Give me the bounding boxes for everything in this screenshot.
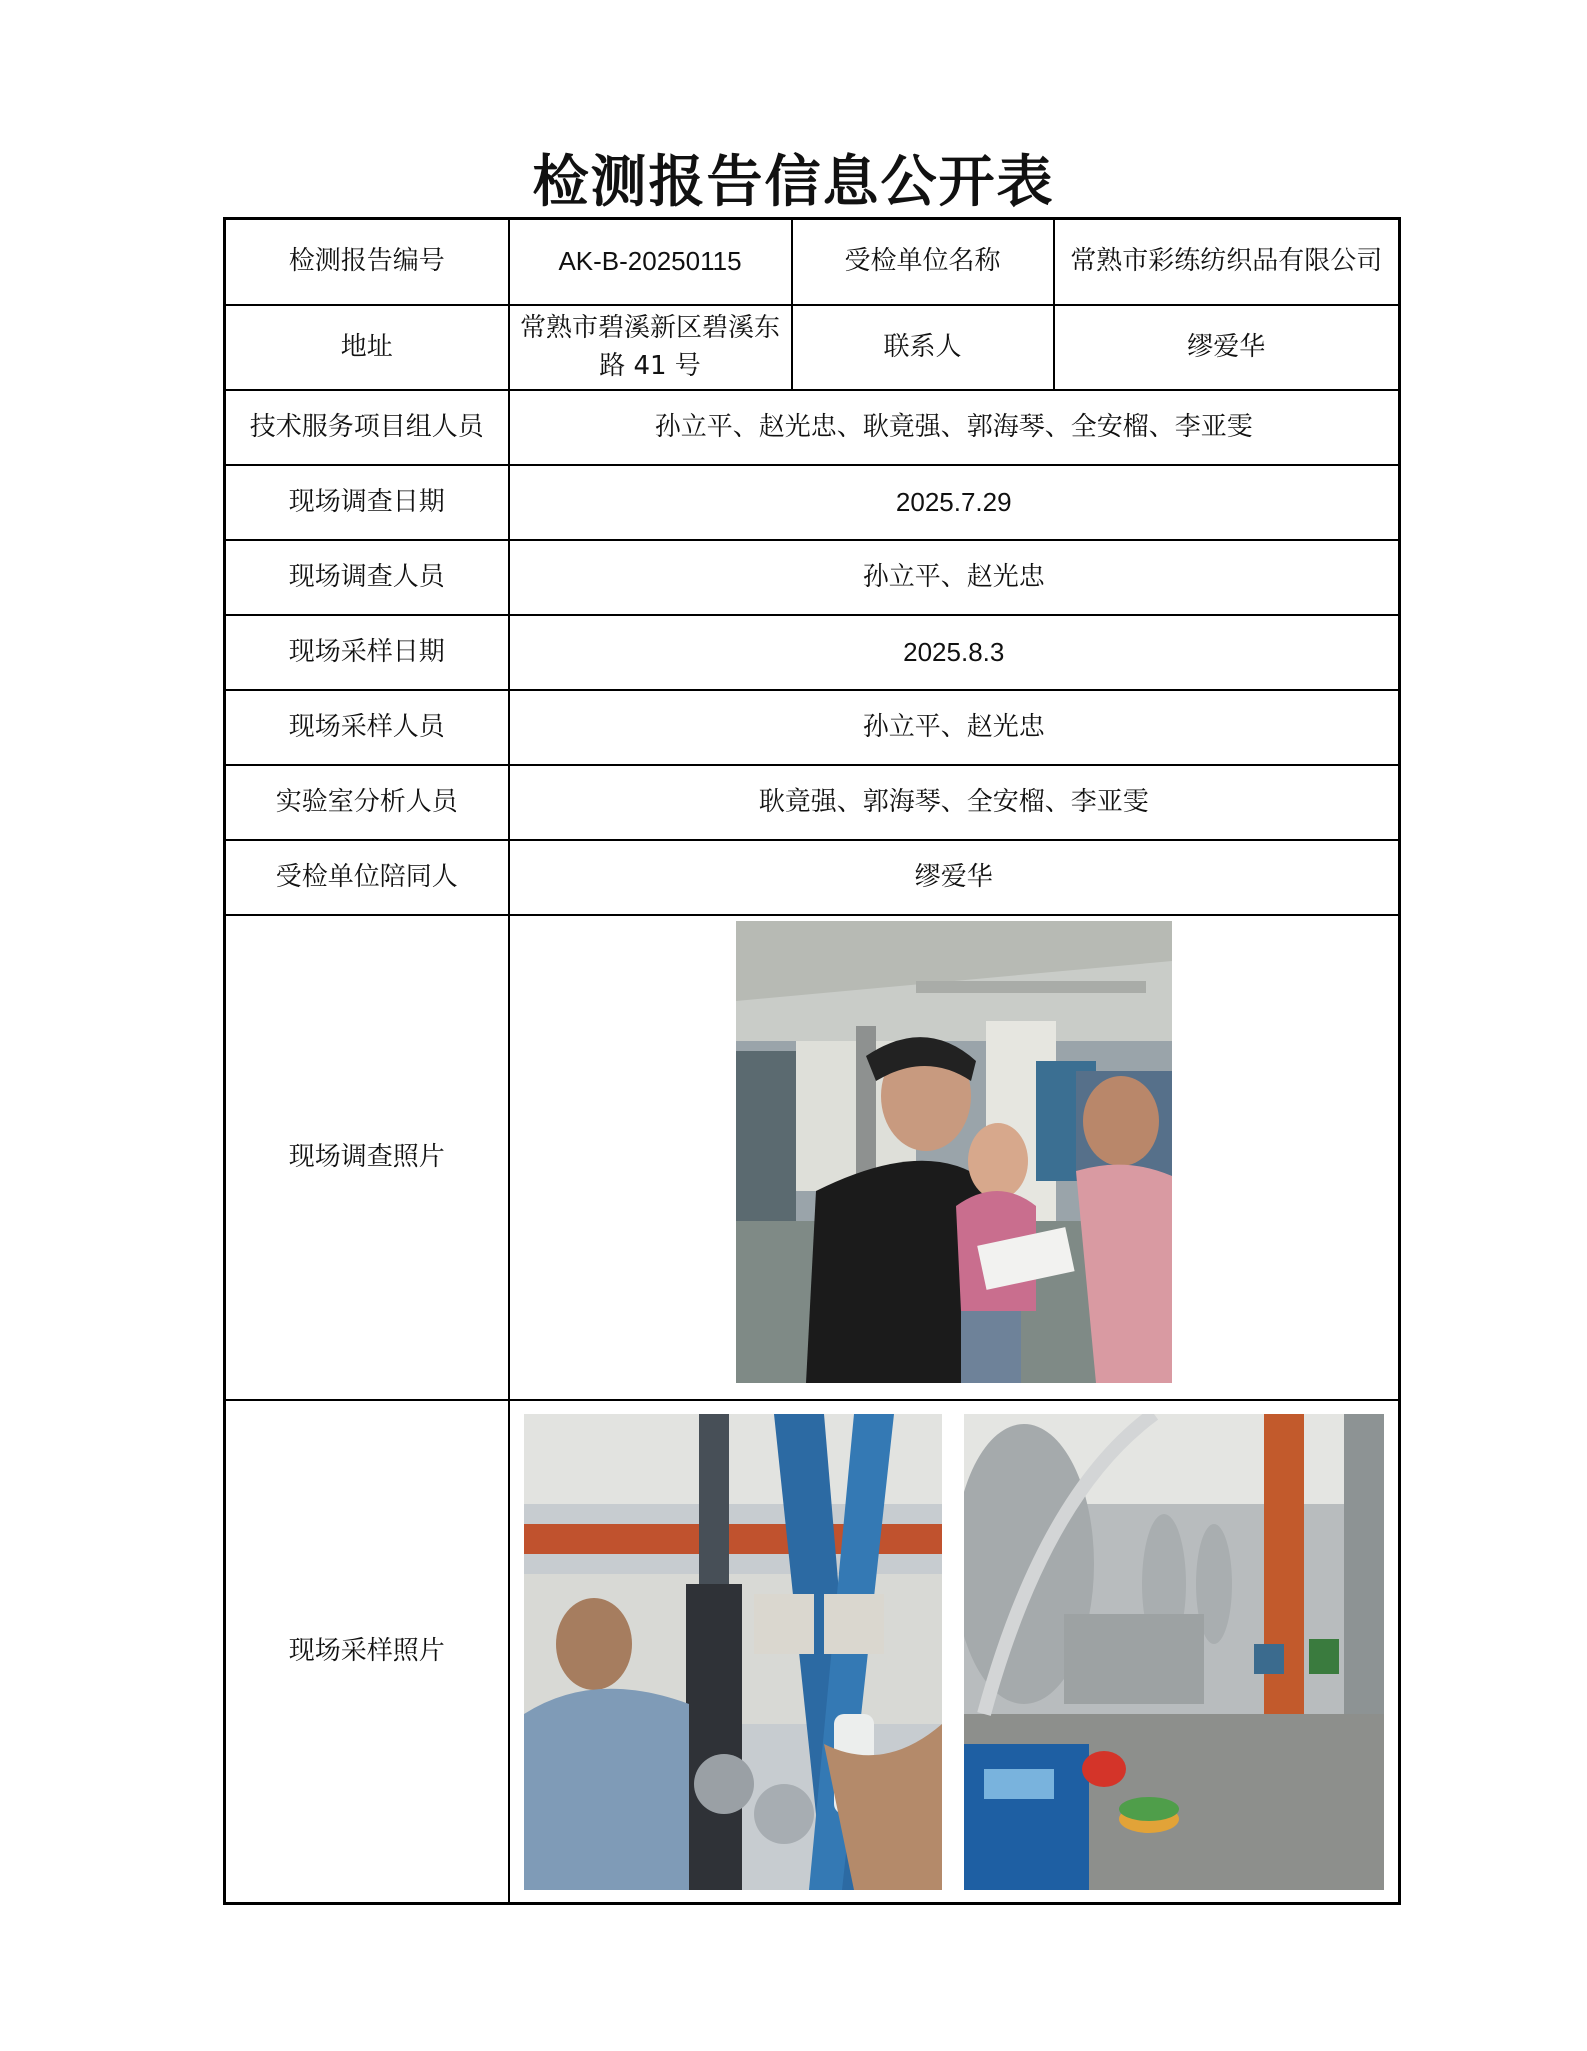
table-row — [225, 465, 1400, 540]
survey-staff-value: 孙立平、赵光忠 — [509, 540, 1400, 615]
table-row — [225, 615, 1400, 690]
survey-date-value: 2025.7.29 — [509, 465, 1400, 540]
sampling-date-label: 现场采样日期 — [225, 615, 509, 690]
sampling-staff-label: 现场采样人员 — [225, 690, 509, 765]
address-value: 常熟市碧溪新区碧溪东路 41 号 — [509, 305, 792, 390]
sampling-date-value: 2025.8.3 — [509, 615, 1400, 690]
report-no-value: AK-B-20250115 — [509, 219, 792, 306]
sampling-staff-value: 孙立平、赵光忠 — [509, 690, 1400, 765]
table-row — [225, 1400, 1400, 1904]
contact-label: 联系人 — [792, 305, 1054, 390]
table-row — [225, 840, 1400, 915]
table-row — [225, 390, 1400, 465]
sampling-photo-pair — [524, 1409, 1385, 1894]
table-row — [225, 765, 1400, 840]
contact-value: 缪爱华 — [1054, 305, 1400, 390]
team-label: 技术服务项目组人员 — [225, 390, 509, 465]
table-row — [225, 305, 1400, 390]
sampling-photo-label: 现场采样照片 — [225, 1400, 509, 1904]
unit-name-value: 常熟市彩练纺织品有限公司 — [1054, 219, 1400, 306]
escort-label: 受检单位陪同人 — [225, 840, 509, 915]
unit-name-label: 受检单位名称 — [792, 219, 1054, 306]
escort-value: 缪爱华 — [509, 840, 1400, 915]
report-no-label: 检测报告编号 — [225, 219, 509, 306]
sampling-photo-cell — [509, 1400, 1400, 1904]
sampling-photo-2 — [964, 1414, 1384, 1890]
report-info-table — [223, 217, 1401, 1905]
survey-staff-label: 现场调查人员 — [225, 540, 509, 615]
table-row — [225, 540, 1400, 615]
table-row — [225, 690, 1400, 765]
sampling-photo-1 — [524, 1414, 942, 1890]
lab-staff-label: 实验室分析人员 — [225, 765, 509, 840]
table-row — [225, 219, 1400, 306]
lab-staff-value: 耿竟强、郭海琴、全安榴、李亚雯 — [509, 765, 1400, 840]
survey-photo-label: 现场调查照片 — [225, 915, 509, 1400]
address-label: 地址 — [225, 305, 509, 390]
table-row — [225, 915, 1400, 1400]
survey-photo-cell — [509, 915, 1400, 1400]
team-value: 孙立平、赵光忠、耿竟强、郭海琴、全安榴、李亚雯 — [509, 390, 1400, 465]
survey-photo — [736, 921, 1172, 1383]
page-title: 检测报告信息公开表 — [532, 149, 1055, 215]
survey-date-label: 现场调查日期 — [225, 465, 509, 540]
